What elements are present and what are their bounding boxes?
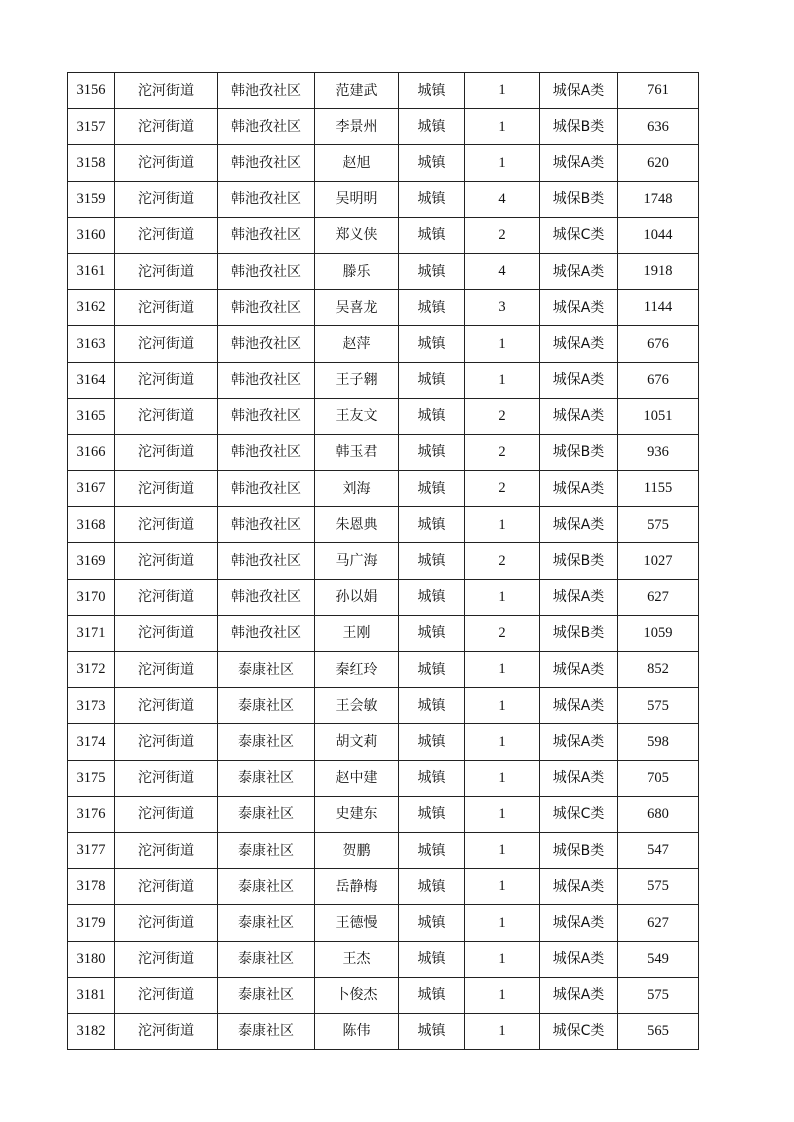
serial-number-cell: 3175	[68, 760, 115, 796]
household-size-cell: 1	[465, 760, 540, 796]
subdistrict-cell: 沱河街道	[115, 543, 218, 579]
table-row	[68, 724, 699, 760]
amount-cell: 598	[618, 724, 699, 760]
household-size-cell: 1	[465, 109, 540, 145]
insurance-category-cell: 城保A类	[540, 145, 618, 181]
household-size-cell: 1	[465, 73, 540, 109]
name-cell: 史建东	[315, 796, 399, 832]
subdistrict-cell: 沱河街道	[115, 688, 218, 724]
subdistrict-cell: 沱河街道	[115, 471, 218, 507]
subdistrict-cell: 沱河街道	[115, 615, 218, 651]
table-row	[68, 109, 699, 145]
residence-type-cell: 城镇	[399, 543, 465, 579]
community-cell: 泰康社区	[218, 688, 315, 724]
community-cell: 韩池孜社区	[218, 145, 315, 181]
household-size-cell: 1	[465, 579, 540, 615]
residence-type-cell: 城镇	[399, 471, 465, 507]
insurance-category-cell: 城保B类	[540, 615, 618, 651]
subdistrict-cell: 沱河街道	[115, 760, 218, 796]
table-row	[68, 869, 699, 905]
residence-type-cell: 城镇	[399, 869, 465, 905]
household-size-cell: 1	[465, 832, 540, 868]
insurance-category-cell: 城保A类	[540, 760, 618, 796]
residence-type-cell: 城镇	[399, 253, 465, 289]
amount-cell: 575	[618, 977, 699, 1013]
table-row	[68, 977, 699, 1013]
serial-number-cell: 3160	[68, 217, 115, 253]
subdistrict-cell: 沱河街道	[115, 73, 218, 109]
subdistrict-cell: 沱河街道	[115, 398, 218, 434]
subdistrict-cell: 沱河街道	[115, 109, 218, 145]
residence-type-cell: 城镇	[399, 507, 465, 543]
community-cell: 泰康社区	[218, 832, 315, 868]
table-row	[68, 217, 699, 253]
serial-number-cell: 3167	[68, 471, 115, 507]
community-cell: 韩池孜社区	[218, 362, 315, 398]
serial-number-cell: 3158	[68, 145, 115, 181]
subdistrict-cell: 沱河街道	[115, 434, 218, 470]
subdistrict-cell: 沱河街道	[115, 796, 218, 832]
subdistrict-cell: 沱河街道	[115, 832, 218, 868]
serial-number-cell: 3170	[68, 579, 115, 615]
table-row	[68, 73, 699, 109]
serial-number-cell: 3179	[68, 905, 115, 941]
household-size-cell: 2	[465, 398, 540, 434]
insurance-category-cell: 城保A类	[540, 579, 618, 615]
name-cell: 吴明明	[315, 181, 399, 217]
amount-cell: 575	[618, 869, 699, 905]
subdistrict-cell: 沱河街道	[115, 217, 218, 253]
name-cell: 陈伟	[315, 1013, 399, 1049]
serial-number-cell: 3163	[68, 326, 115, 362]
name-cell: 马广海	[315, 543, 399, 579]
amount-cell: 620	[618, 145, 699, 181]
residence-type-cell: 城镇	[399, 796, 465, 832]
household-size-cell: 1	[465, 1013, 540, 1049]
insurance-category-cell: 城保B类	[540, 181, 618, 217]
insurance-category-cell: 城保A类	[540, 73, 618, 109]
amount-cell: 549	[618, 941, 699, 977]
name-cell: 韩玉君	[315, 434, 399, 470]
residence-type-cell: 城镇	[399, 1013, 465, 1049]
name-cell: 胡文莉	[315, 724, 399, 760]
table-row	[68, 543, 699, 579]
serial-number-cell: 3159	[68, 181, 115, 217]
insurance-category-cell: 城保A类	[540, 253, 618, 289]
subdistrict-cell: 沱河街道	[115, 579, 218, 615]
amount-cell: 1748	[618, 181, 699, 217]
household-size-cell: 4	[465, 181, 540, 217]
insurance-category-cell: 城保B类	[540, 109, 618, 145]
amount-cell: 627	[618, 579, 699, 615]
amount-cell: 1027	[618, 543, 699, 579]
name-cell: 李景州	[315, 109, 399, 145]
residence-type-cell: 城镇	[399, 145, 465, 181]
table-row	[68, 652, 699, 688]
serial-number-cell: 3176	[68, 796, 115, 832]
amount-cell: 705	[618, 760, 699, 796]
subdistrict-cell: 沱河街道	[115, 326, 218, 362]
residence-type-cell: 城镇	[399, 217, 465, 253]
amount-cell: 547	[618, 832, 699, 868]
household-size-cell: 1	[465, 145, 540, 181]
community-cell: 韩池孜社区	[218, 217, 315, 253]
community-cell: 泰康社区	[218, 941, 315, 977]
amount-cell: 680	[618, 796, 699, 832]
amount-cell: 627	[618, 905, 699, 941]
table-row	[68, 434, 699, 470]
community-cell: 泰康社区	[218, 652, 315, 688]
table-row	[68, 507, 699, 543]
serial-number-cell: 3171	[68, 615, 115, 651]
community-cell: 韩池孜社区	[218, 181, 315, 217]
serial-number-cell: 3169	[68, 543, 115, 579]
insurance-category-cell: 城保A类	[540, 724, 618, 760]
serial-number-cell: 3181	[68, 977, 115, 1013]
name-cell: 贺鹏	[315, 832, 399, 868]
household-size-cell: 2	[465, 471, 540, 507]
residence-type-cell: 城镇	[399, 109, 465, 145]
subdistrict-cell: 沱河街道	[115, 290, 218, 326]
table-row	[68, 941, 699, 977]
subdistrict-cell: 沱河街道	[115, 507, 218, 543]
insurance-category-cell: 城保B类	[540, 832, 618, 868]
community-cell: 泰康社区	[218, 796, 315, 832]
serial-number-cell: 3161	[68, 253, 115, 289]
household-size-cell: 1	[465, 652, 540, 688]
insurance-category-cell: 城保A类	[540, 507, 618, 543]
name-cell: 刘海	[315, 471, 399, 507]
serial-number-cell: 3168	[68, 507, 115, 543]
table-row	[68, 905, 699, 941]
table-row	[68, 362, 699, 398]
name-cell: 郑义侠	[315, 217, 399, 253]
data-table	[67, 72, 699, 1050]
residence-type-cell: 城镇	[399, 724, 465, 760]
household-size-cell: 1	[465, 905, 540, 941]
table-row	[68, 796, 699, 832]
community-cell: 韩池孜社区	[218, 253, 315, 289]
subdistrict-cell: 沱河街道	[115, 977, 218, 1013]
community-cell: 韩池孜社区	[218, 398, 315, 434]
table-row	[68, 615, 699, 651]
name-cell: 王友文	[315, 398, 399, 434]
serial-number-cell: 3157	[68, 109, 115, 145]
subdistrict-cell: 沱河街道	[115, 145, 218, 181]
subdistrict-cell: 沱河街道	[115, 724, 218, 760]
subdistrict-cell: 沱河街道	[115, 253, 218, 289]
community-cell: 泰康社区	[218, 1013, 315, 1049]
insurance-category-cell: 城保C类	[540, 796, 618, 832]
insurance-category-cell: 城保A类	[540, 471, 618, 507]
amount-cell: 1051	[618, 398, 699, 434]
community-cell: 韩池孜社区	[218, 615, 315, 651]
name-cell: 赵萍	[315, 326, 399, 362]
residence-type-cell: 城镇	[399, 326, 465, 362]
household-size-cell: 3	[465, 290, 540, 326]
community-cell: 韩池孜社区	[218, 434, 315, 470]
household-size-cell: 1	[465, 724, 540, 760]
subdistrict-cell: 沱河街道	[115, 941, 218, 977]
household-size-cell: 1	[465, 326, 540, 362]
insurance-category-cell: 城保A类	[540, 362, 618, 398]
residence-type-cell: 城镇	[399, 398, 465, 434]
insurance-category-cell: 城保C类	[540, 217, 618, 253]
residence-type-cell: 城镇	[399, 362, 465, 398]
table-row	[68, 398, 699, 434]
insurance-category-cell: 城保A类	[540, 869, 618, 905]
household-size-cell: 2	[465, 217, 540, 253]
insurance-category-cell: 城保A类	[540, 941, 618, 977]
residence-type-cell: 城镇	[399, 941, 465, 977]
name-cell: 赵旭	[315, 145, 399, 181]
amount-cell: 676	[618, 362, 699, 398]
name-cell: 秦红玲	[315, 652, 399, 688]
subdistrict-cell: 沱河街道	[115, 652, 218, 688]
community-cell: 韩池孜社区	[218, 73, 315, 109]
amount-cell: 1155	[618, 471, 699, 507]
residence-type-cell: 城镇	[399, 181, 465, 217]
name-cell: 朱恩典	[315, 507, 399, 543]
subdistrict-cell: 沱河街道	[115, 1013, 218, 1049]
amount-cell: 761	[618, 73, 699, 109]
amount-cell: 565	[618, 1013, 699, 1049]
amount-cell: 1059	[618, 615, 699, 651]
residence-type-cell: 城镇	[399, 760, 465, 796]
subdistrict-cell: 沱河街道	[115, 181, 218, 217]
amount-cell: 676	[618, 326, 699, 362]
amount-cell: 575	[618, 507, 699, 543]
name-cell: 卜俊杰	[315, 977, 399, 1013]
serial-number-cell: 3172	[68, 652, 115, 688]
household-size-cell: 1	[465, 688, 540, 724]
table-row	[68, 1013, 699, 1049]
table-row	[68, 181, 699, 217]
table-row	[68, 290, 699, 326]
name-cell: 王杰	[315, 941, 399, 977]
community-cell: 韩池孜社区	[218, 507, 315, 543]
table-body	[68, 73, 699, 1050]
household-size-cell: 1	[465, 507, 540, 543]
insurance-category-cell: 城保B类	[540, 434, 618, 470]
community-cell: 韩池孜社区	[218, 326, 315, 362]
serial-number-cell: 3178	[68, 869, 115, 905]
household-size-cell: 1	[465, 362, 540, 398]
insurance-category-cell: 城保A类	[540, 905, 618, 941]
amount-cell: 1144	[618, 290, 699, 326]
table-row	[68, 253, 699, 289]
table-row	[68, 760, 699, 796]
amount-cell: 936	[618, 434, 699, 470]
name-cell: 王会敏	[315, 688, 399, 724]
community-cell: 韩池孜社区	[218, 109, 315, 145]
table-row	[68, 326, 699, 362]
serial-number-cell: 3164	[68, 362, 115, 398]
name-cell: 孙以娟	[315, 579, 399, 615]
household-size-cell: 2	[465, 615, 540, 651]
amount-cell: 575	[618, 688, 699, 724]
table-row	[68, 145, 699, 181]
community-cell: 韩池孜社区	[218, 290, 315, 326]
community-cell: 泰康社区	[218, 977, 315, 1013]
community-cell: 泰康社区	[218, 724, 315, 760]
residence-type-cell: 城镇	[399, 832, 465, 868]
table-row	[68, 471, 699, 507]
table-row	[68, 688, 699, 724]
name-cell: 王刚	[315, 615, 399, 651]
residence-type-cell: 城镇	[399, 652, 465, 688]
residence-type-cell: 城镇	[399, 905, 465, 941]
household-size-cell: 2	[465, 434, 540, 470]
community-cell: 韩池孜社区	[218, 543, 315, 579]
residence-type-cell: 城镇	[399, 290, 465, 326]
serial-number-cell: 3177	[68, 832, 115, 868]
name-cell: 岳静梅	[315, 869, 399, 905]
household-size-cell: 2	[465, 543, 540, 579]
community-cell: 泰康社区	[218, 905, 315, 941]
serial-number-cell: 3180	[68, 941, 115, 977]
serial-number-cell: 3165	[68, 398, 115, 434]
serial-number-cell: 3174	[68, 724, 115, 760]
insurance-category-cell: 城保A类	[540, 290, 618, 326]
serial-number-cell: 3162	[68, 290, 115, 326]
amount-cell: 852	[618, 652, 699, 688]
household-size-cell: 1	[465, 869, 540, 905]
subdistrict-cell: 沱河街道	[115, 362, 218, 398]
table-row	[68, 832, 699, 868]
community-cell: 韩池孜社区	[218, 471, 315, 507]
serial-number-cell: 3166	[68, 434, 115, 470]
name-cell: 吴喜龙	[315, 290, 399, 326]
name-cell: 赵中建	[315, 760, 399, 796]
household-size-cell: 1	[465, 796, 540, 832]
residence-type-cell: 城镇	[399, 73, 465, 109]
insurance-category-cell: 城保A类	[540, 977, 618, 1013]
insurance-category-cell: 城保A类	[540, 398, 618, 434]
community-cell: 泰康社区	[218, 760, 315, 796]
name-cell: 范建武	[315, 73, 399, 109]
insurance-category-cell: 城保A类	[540, 688, 618, 724]
community-cell: 泰康社区	[218, 869, 315, 905]
residence-type-cell: 城镇	[399, 688, 465, 724]
household-size-cell: 1	[465, 977, 540, 1013]
subdistrict-cell: 沱河街道	[115, 869, 218, 905]
name-cell: 滕乐	[315, 253, 399, 289]
insurance-category-cell: 城保B类	[540, 543, 618, 579]
serial-number-cell: 3156	[68, 73, 115, 109]
amount-cell: 636	[618, 109, 699, 145]
amount-cell: 1918	[618, 253, 699, 289]
residence-type-cell: 城镇	[399, 434, 465, 470]
serial-number-cell: 3182	[68, 1013, 115, 1049]
insurance-category-cell: 城保A类	[540, 326, 618, 362]
name-cell: 王德慢	[315, 905, 399, 941]
amount-cell: 1044	[618, 217, 699, 253]
household-size-cell: 1	[465, 941, 540, 977]
name-cell: 王子翱	[315, 362, 399, 398]
residence-type-cell: 城镇	[399, 615, 465, 651]
community-cell: 韩池孜社区	[218, 579, 315, 615]
insurance-category-cell: 城保C类	[540, 1013, 618, 1049]
insurance-category-cell: 城保A类	[540, 652, 618, 688]
subdistrict-cell: 沱河街道	[115, 905, 218, 941]
household-size-cell: 4	[465, 253, 540, 289]
residence-type-cell: 城镇	[399, 579, 465, 615]
serial-number-cell: 3173	[68, 688, 115, 724]
residence-type-cell: 城镇	[399, 977, 465, 1013]
table-row	[68, 579, 699, 615]
